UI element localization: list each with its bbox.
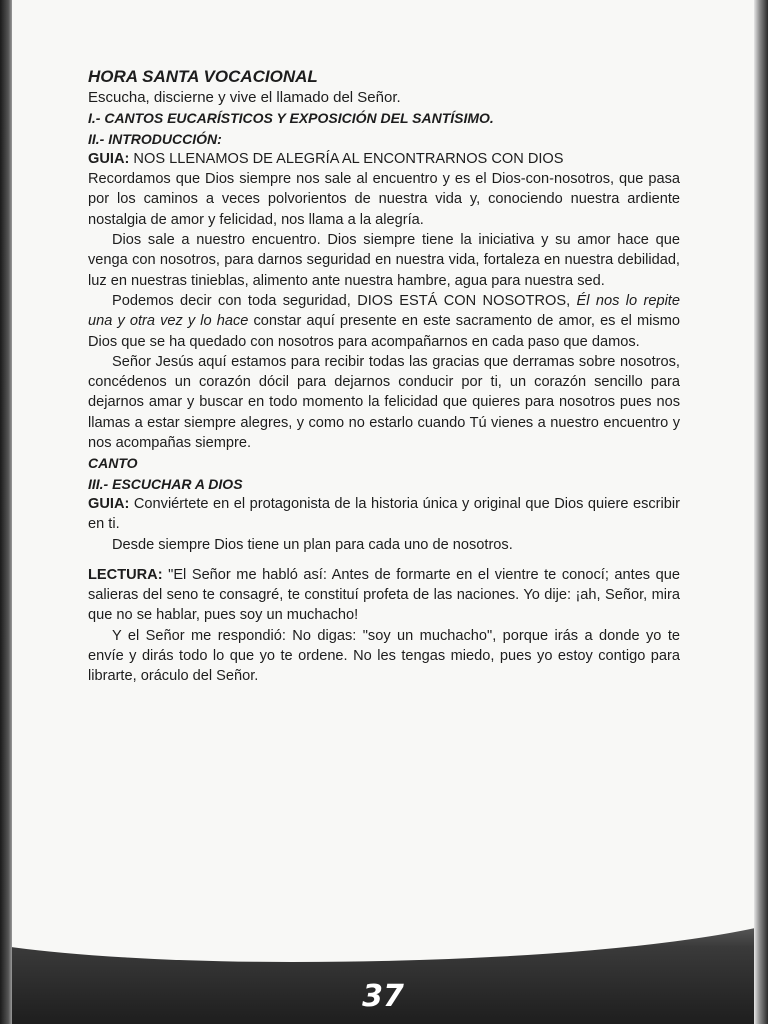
guia-line: [88, 149, 680, 169]
book-page: [12, 0, 754, 1024]
spacer: [88, 555, 680, 565]
page-number: 37: [362, 979, 404, 1014]
paragraph-recordamos: Recordamos que Dios siempre nos sale al encuentro y es el Dios-con-nosotros, que pasa por los caminos a veces polvorientos de nuestra vida y, conociendo nuestra ardiente nostalgia de amor y felicidad, nos llama a la alegría.: [88, 171, 680, 228]
page-subtitle: Escucha, discierne y vive el llamado del Señor.: [88, 89, 401, 106]
paragraph-podemos-decir: [88, 291, 680, 352]
lectura-label: LECTURA:: [88, 566, 163, 583]
guia-label: GUIA:: [88, 150, 130, 167]
book-spine-shadow: [0, 0, 12, 1024]
section-heading-cantos: I.- CANTOS EUCARÍSTICOS Y EXPOSICIÓN DEL SANTÍSIMO.: [88, 110, 494, 127]
page-content: [88, 66, 680, 687]
lectura-text: "El Señor me habló así: Antes de formarte en el vientre te conocí; antes que salieras del seno te consagré, te constituí profeta de las naciones. Yo dije: ¡ah, Señor, mira que no se hablar, pues soy un muchacho!: [88, 566, 680, 624]
guia-text-2: Conviértete en el protagonista de la historia única y original que Dios quiere escribir en ti.: [88, 495, 680, 533]
section-heading-escuchar: III.- ESCUCHAR A DIOS: [88, 475, 243, 492]
paragraph-desde-siempre: Desde siempre Dios tiene un plan para cada uno de nosotros.: [112, 536, 513, 553]
canto-heading: CANTO: [88, 455, 138, 472]
paragraph-podemos-italic: Él nos lo repite una y otra vez y lo hace: [88, 292, 680, 330]
guia-line-2: [88, 494, 680, 535]
guia-text: NOS LLENAMOS DE ALEGRÍA AL ENCONTRARNOS CON DIOS: [133, 150, 564, 167]
paragraph-podemos-part-b: constar aquí presente en este sacramento de amor, es el mismo Dios que se ha quedado con nosotros para acompañarnos en cada paso que damos.: [88, 313, 680, 350]
lectura-paragraph: [88, 565, 680, 626]
section-heading-introduccion: II.- INTRODUCCIÓN:: [88, 130, 222, 147]
footer-curve: [12, 762, 754, 962]
paragraph-respondio: Y el Señor me respondió: No digas: "soy un muchacho", porque irás a donde yo te envíe y dirás todo lo que yo te ordene. No les tengas miedo, pues yo estoy contigo para librarte, oráculo del Señor.: [88, 627, 680, 685]
paragraph-senor-jesus: Señor Jesús aquí estamos para recibir todas las gracias que derramas sobre nosotros, concédenos un corazón dócil para dejarnos conducir por ti, un corazón sencillo para dejarnos amar y buscar en todo momento la felicidad que quieres para nosotros pues nos llamas a estar siempre alegres, y como no estarlo cuando Tú vienes a nuestro encuentro y nos acompañas siempre.: [88, 353, 680, 452]
page-edge-shadow: [754, 0, 768, 1024]
guia-label-2: GUIA:: [88, 495, 130, 512]
page-title: HORA SANTA VOCACIONAL: [88, 67, 318, 86]
paragraph-dios-sale: Dios sale a nuestro encuentro. Dios siempre tiene la iniciativa y su amor hace que venga con nosotros, para darnos seguridad en nuestra vida, fortaleza en nuestra debilidad, luz en nuestras tinieblas, alimento ante nuestra hambre, agua para nuestra sed.: [88, 232, 680, 289]
paragraph-podemos-part-a: Podemos decir con toda seguridad, DIOS ESTÁ CON NOSOTROS,: [112, 292, 571, 309]
